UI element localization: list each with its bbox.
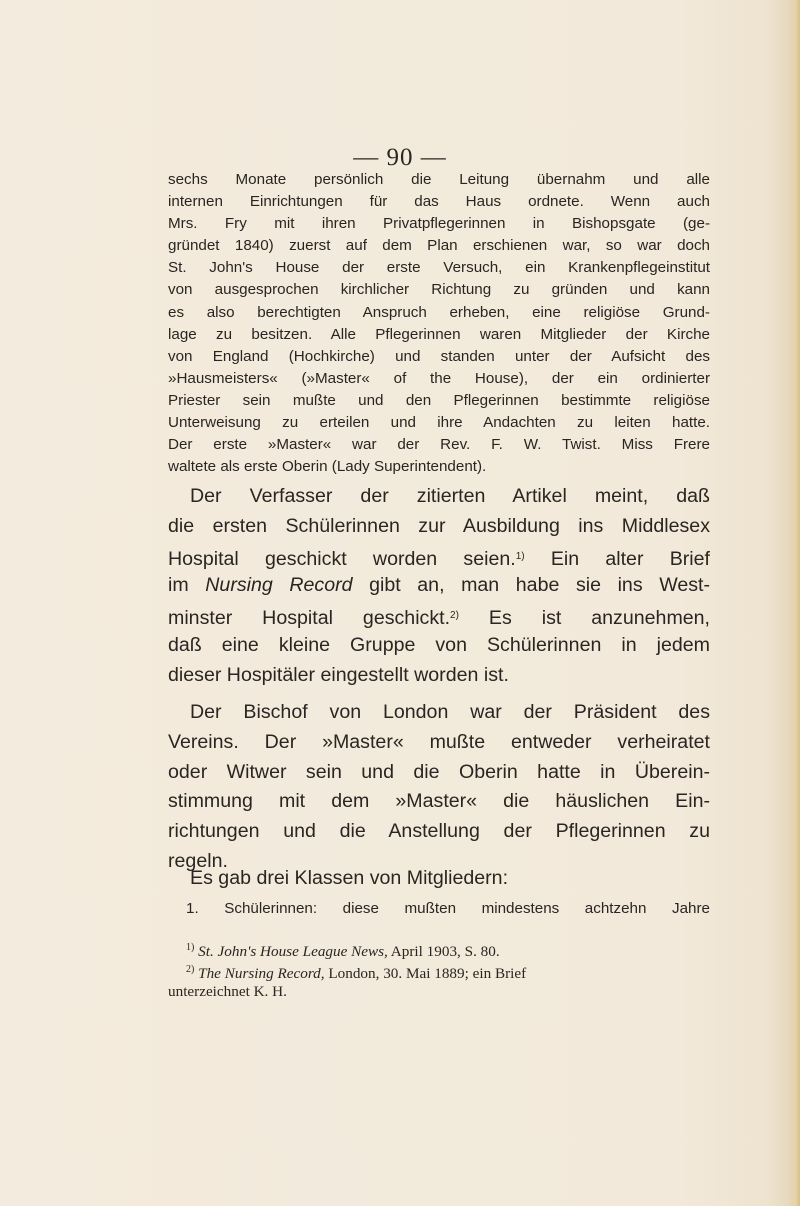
text-line: »Hausmeisters« (»Master« of the House), der ein ordinierter xyxy=(168,369,710,387)
paragraph-2 xyxy=(168,482,710,691)
text-line: sechs Monate persönlich die Leitung übernahm und alle xyxy=(168,171,710,188)
text-line: Der Bischof von London war der Präsident des xyxy=(190,701,710,723)
italic-title: Nursing Record xyxy=(205,574,353,597)
text-line: von ausgesprochen kirchlicher Richtung zu gründen und kann xyxy=(168,281,710,299)
text-line: dieser Hospitäler eingestellt worden ist. xyxy=(168,663,509,686)
text-span: Hospital geschickt worden seien. xyxy=(168,547,516,570)
paragraph-3 xyxy=(168,698,710,877)
text-span: April 1903, S. 80. xyxy=(387,943,500,960)
text-line: internen Einrichtungen für das Haus ordnete. Wenn auch xyxy=(168,193,710,211)
text-span: gibt an, man habe sie ins West- xyxy=(352,574,711,597)
text-line: gründet 1840) zuerst auf dem Plan erschienen war, so war doch xyxy=(168,237,710,255)
page-edge-shadow xyxy=(788,0,800,1206)
text-line xyxy=(168,601,710,631)
text-span: London, 30. Mai 1889; ein Brief xyxy=(324,965,527,982)
text-line: stimmung mit dem »Master« die häuslichen Ein- xyxy=(168,790,710,813)
text-line: waltete als erste Oberin (Lady Superintendent). xyxy=(168,458,487,476)
footnote-mark: 1) xyxy=(186,942,195,953)
text-line xyxy=(168,571,710,601)
footnote-ref: 2) xyxy=(450,610,459,622)
footnote-2-continued: unterzeichnet K. H. xyxy=(168,983,287,1000)
text-line: die ersten Schülerinnen zur Ausbildung ins Middlesex xyxy=(168,514,710,537)
text-line: Der Verfasser der zitierten Artikel meint, daß xyxy=(190,485,710,507)
text-span: Ein alter Brief xyxy=(524,547,710,570)
text-line: regeln. xyxy=(168,849,228,872)
text-line: Der erste »Master« war der Rev. F. W. Twist. Miss Frere xyxy=(168,436,710,454)
text-line xyxy=(168,542,710,572)
text-line: St. John's House der erste Versuch, ein Krankenpflegeinstitut xyxy=(168,259,710,277)
text-span: im xyxy=(168,574,206,597)
text-line: Priester sein mußte und den Pflegerinnen bestimmte religiöse xyxy=(168,391,710,409)
footnote-ref: 1) xyxy=(515,550,525,562)
text-line: daß eine kleine Gruppe von Schülerinnen in jedem xyxy=(168,633,710,656)
footnote-mark: 2) xyxy=(186,964,195,975)
text-line: Es gab drei Klassen von Mitgliedern: xyxy=(190,867,509,889)
paragraph-1 xyxy=(168,169,710,478)
page-number: — 90 — xyxy=(353,144,447,171)
text-line: es also berechtigten Anspruch erheben, eine religiöse Grund- xyxy=(168,303,710,321)
text-line: oder Witwer sein und die Oberin hatte in Überein- xyxy=(168,760,710,783)
text-line: Mrs. Fry mit ihren Privatpflegerinnen in Bishopsgate (ge- xyxy=(168,215,710,233)
text-line: lage zu besitzen. Alle Pflegerinnen waren Mitglieder der Kirche xyxy=(168,325,710,343)
paragraph-4 xyxy=(168,864,710,894)
text-line: richtungen und die Anstellung der Pflegerinnen zu xyxy=(168,820,710,843)
italic-title: The Nursing Record, xyxy=(198,965,325,982)
text-line: von England (Hochkirche) und standen unter der Aufsicht des xyxy=(168,347,710,365)
italic-title: St. John's House League News, xyxy=(198,943,388,960)
list-item: 1. Schülerinnen: diese mußten mindestens achtzehn Jahre xyxy=(186,900,710,917)
text-span: Es ist anzunehmen, xyxy=(458,607,711,630)
text-span: minster Hospital geschickt. xyxy=(168,607,451,630)
text-line: Vereins. Der »Master« mußte entweder verheiratet xyxy=(168,730,710,753)
text-line: Unterweisung zu erteilen und ihre Andachten zu leiten hatte. xyxy=(168,414,710,432)
